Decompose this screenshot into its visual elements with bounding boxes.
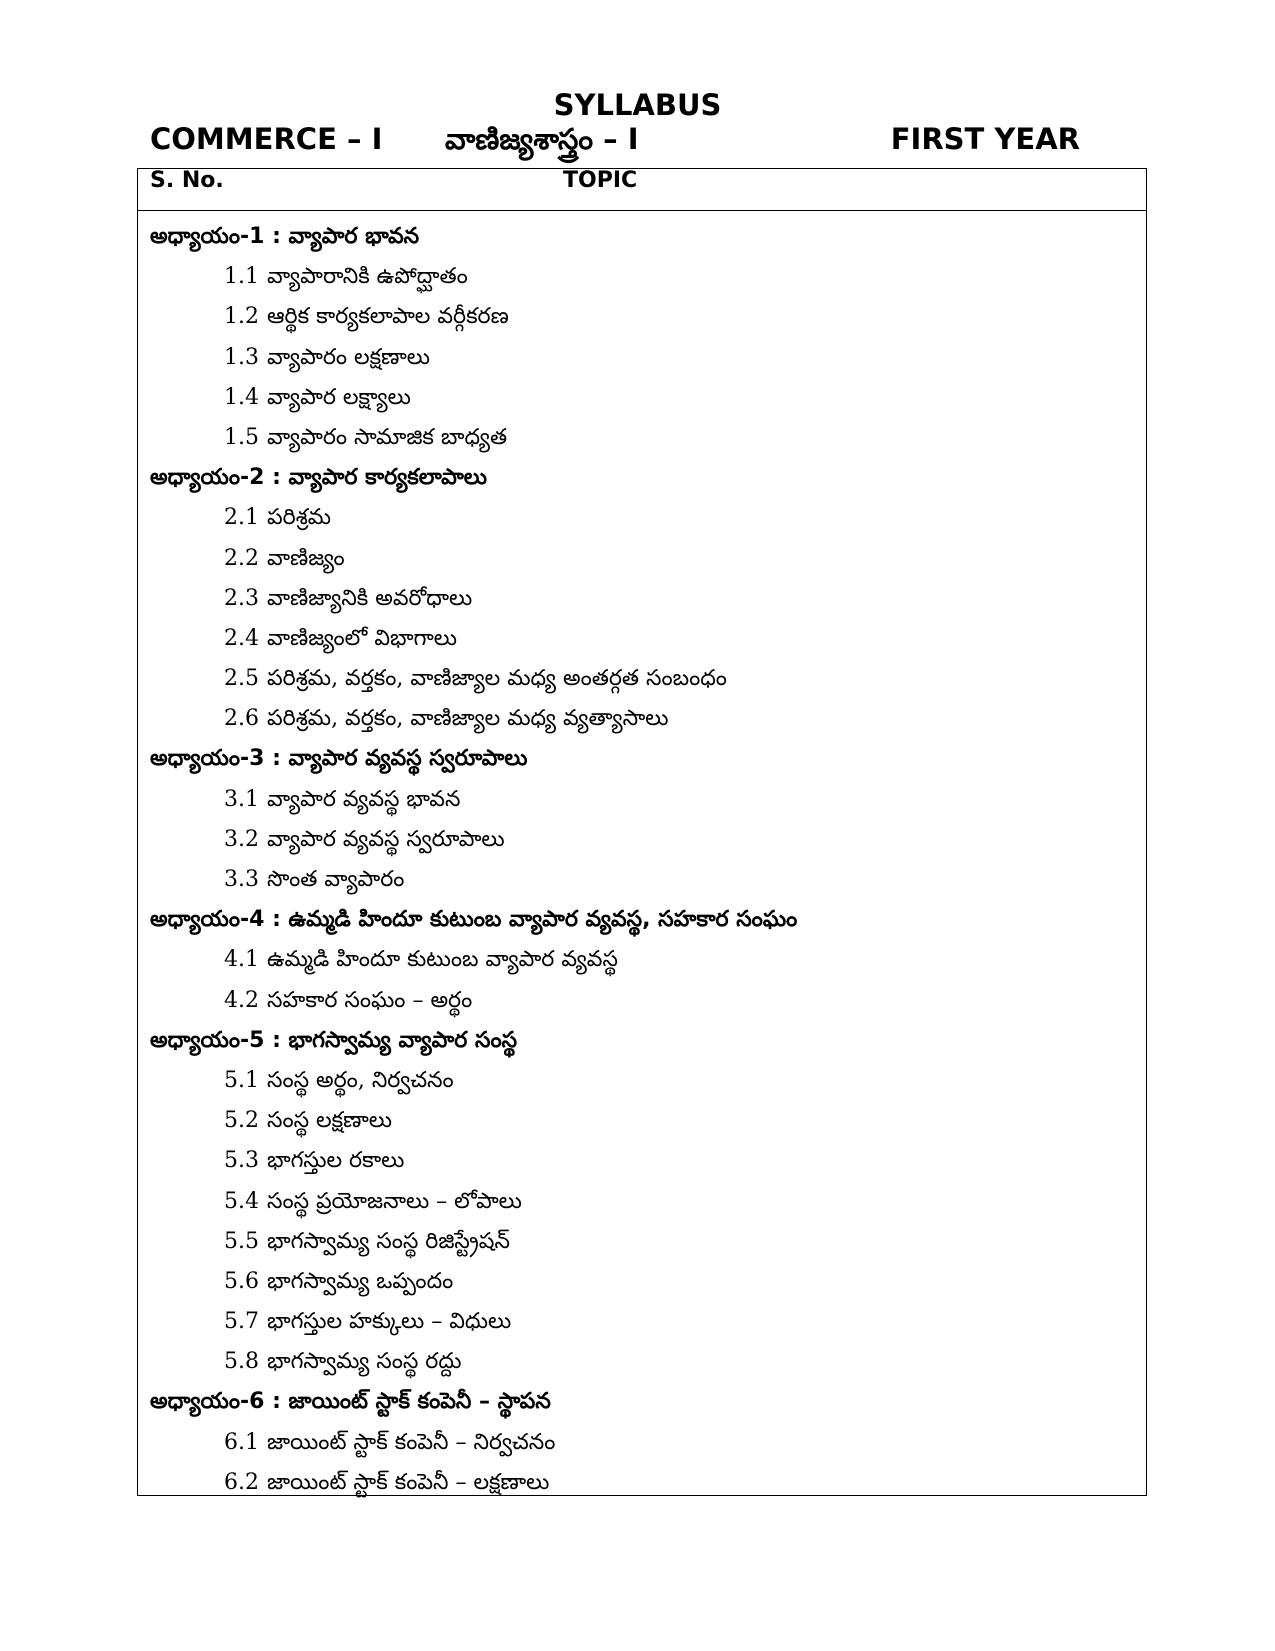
topic-number: 2.6 <box>224 706 259 732</box>
topic-text: సంస్థ ప్రయోజనాలు – లోపాలు <box>267 1188 522 1214</box>
topic-text: పరిశ్రమ, వర్తకం, వాణిజ్యాల మధ్య వ్యత్యాసాలు <box>267 706 669 732</box>
chapter-heading: అధ్యాయం-2 : వ్యాపార కార్యకలాపాలు <box>150 465 488 491</box>
topic-item <box>138 498 1146 538</box>
subject-name-english: COMMERCE – I <box>150 122 383 156</box>
topic-item <box>138 1222 1146 1262</box>
topic-number: 5.3 <box>224 1148 259 1174</box>
topic-number: 2.1 <box>224 505 259 531</box>
topic-item <box>138 1101 1146 1141</box>
topic-text: వ్యాపారానికి ఉపోద్ఘాతం <box>267 264 468 290</box>
chapter-heading: అధ్యాయం-3 : వ్యాపార వ్యవస్థ స్వరూపాలు <box>150 746 528 772</box>
topic-item <box>138 1061 1146 1101</box>
column-header-sno: S. No. <box>150 168 224 193</box>
topic-item <box>138 418 1146 458</box>
topic-item <box>138 1342 1146 1382</box>
topic-item <box>138 860 1146 900</box>
topic-item <box>138 820 1146 860</box>
topic-text: సహకార సంఘం – అర్థం <box>267 987 473 1013</box>
topic-text: ఉమ్మడి హిందూ కుటుంబ వ్యాపార వ్యవస్థ <box>267 947 618 973</box>
topic-number: 6.2 <box>224 1469 259 1495</box>
topic-item <box>138 1423 1146 1463</box>
chapter-heading: అధ్యాయం-5 : భాగస్వామ్య వ్యాపార సంస్థ <box>150 1027 518 1053</box>
topic-item <box>138 1141 1146 1181</box>
topic-text: భాగస్వామ్య సంస్థ రద్దు <box>267 1349 462 1375</box>
topic-number: 2.4 <box>224 625 259 651</box>
topic-text: సంస్థ లక్షణాలు <box>267 1108 392 1134</box>
topic-text: సొంత వ్యాపారం <box>267 867 405 892</box>
topic-text: భాగస్వామ్య సంస్థ రిజిస్ట్రేషన్ <box>267 1228 510 1254</box>
topic-number: 1.3 <box>224 344 259 370</box>
topic-text: వ్యాపార వ్యవస్థ భావన <box>267 786 461 812</box>
topic-text: భాగస్తుల రకాలు <box>267 1148 405 1174</box>
topic-number: 2.3 <box>224 585 259 611</box>
topic-number: 4.2 <box>224 987 259 1013</box>
topic-number: 5.7 <box>224 1309 259 1335</box>
topic-item <box>138 981 1146 1021</box>
topic-text: పరిశ్రమ <box>267 505 332 531</box>
topic-text: వ్యాపారం సామాజిక బాధ్యత <box>267 424 508 450</box>
topic-number: 5.4 <box>224 1188 259 1214</box>
topic-number: 2.2 <box>224 545 259 571</box>
topic-item <box>138 338 1146 378</box>
topic-number: 3.2 <box>224 826 259 852</box>
topic-item <box>138 1302 1146 1342</box>
topic-number: 1.1 <box>224 264 259 290</box>
topic-list <box>138 211 1146 1503</box>
topic-number: 5.1 <box>224 1067 259 1093</box>
subject-name-telugu: వాణిజ్యశాస్త్రం – I <box>445 122 639 156</box>
topic-text: జాయింట్ స్టాక్ కంపెనీ – లక్షణాలు <box>267 1469 550 1495</box>
topic-number: 5.8 <box>224 1349 259 1375</box>
topic-item <box>138 539 1146 579</box>
topic-item <box>138 699 1146 739</box>
topic-number: 6.1 <box>224 1429 259 1455</box>
syllabus-table <box>137 168 1147 1496</box>
topic-item <box>138 579 1146 619</box>
topic-number: 5.6 <box>224 1268 259 1294</box>
topic-text: వాణిజ్యానికి అవరోధాలు <box>267 585 473 611</box>
topic-number: 5.2 <box>224 1108 259 1134</box>
topic-item <box>138 1463 1146 1503</box>
topic-item <box>138 378 1146 418</box>
topic-number: 4.1 <box>224 947 259 973</box>
topic-text: సంస్థ అర్థం, నిర్వచనం <box>267 1067 454 1093</box>
syllabus-title: SYLLABUS <box>553 88 722 122</box>
subject-row <box>150 120 1080 158</box>
topic-text: వాణిజ్యం <box>267 545 345 571</box>
topic-number: 2.5 <box>224 666 259 692</box>
topic-text: భాగస్తుల హక్కులు – విధులు <box>267 1309 512 1335</box>
topic-text: పరిశ్రమ, వర్తకం, వాణిజ్యాల మధ్య అంతర్గత సంబంధం <box>267 666 727 692</box>
topic-text: వ్యాపార వ్యవస్థ స్వరూపాలు <box>267 826 505 852</box>
topic-text: భాగస్వామ్య ఒప్పందం <box>267 1268 454 1294</box>
topic-number: 3.3 <box>224 867 259 892</box>
topic-text: ఆర్థిక కార్యకలాపాల వర్గీకరణ <box>267 304 509 330</box>
topic-item <box>138 1262 1146 1302</box>
chapter-heading: అధ్యాయం-6 : జాయింట్ స్టాక్ కంపెనీ – స్థాపన <box>150 1389 551 1415</box>
topic-item <box>138 1182 1146 1222</box>
chapter-heading: అధ్యాయం-1 : వ్యాపార భావన <box>150 224 420 249</box>
topic-text: వ్యాపార లక్ష్యాలు <box>267 384 411 410</box>
topic-number: 5.5 <box>224 1228 259 1254</box>
topic-number: 1.5 <box>224 424 259 450</box>
topic-number: 3.1 <box>224 786 259 812</box>
column-header-topic: TOPIC <box>563 168 638 193</box>
year-label: FIRST YEAR <box>890 122 1080 156</box>
topic-item <box>138 297 1146 337</box>
topic-text: జాయింట్ స్టాక్ కంపెనీ – నిర్వచనం <box>267 1429 556 1455</box>
topic-number: 1.2 <box>224 304 259 330</box>
topic-item <box>138 257 1146 297</box>
topic-item <box>138 619 1146 659</box>
topic-text: వాణిజ్యంలో విభాగాలు <box>267 625 458 651</box>
table-header <box>138 169 1146 211</box>
topic-number: 1.4 <box>224 384 259 410</box>
topic-item <box>138 940 1146 980</box>
topic-text: వ్యాపారం లక్షణాలు <box>267 344 430 370</box>
chapter-heading: అధ్యాయం-4 : ఉమ్మడి హిందూ కుటుంబ వ్యాపార వ్యవస్థ, సహకార సంఘం <box>150 907 798 933</box>
topic-item <box>138 780 1146 820</box>
topic-item <box>138 659 1146 699</box>
